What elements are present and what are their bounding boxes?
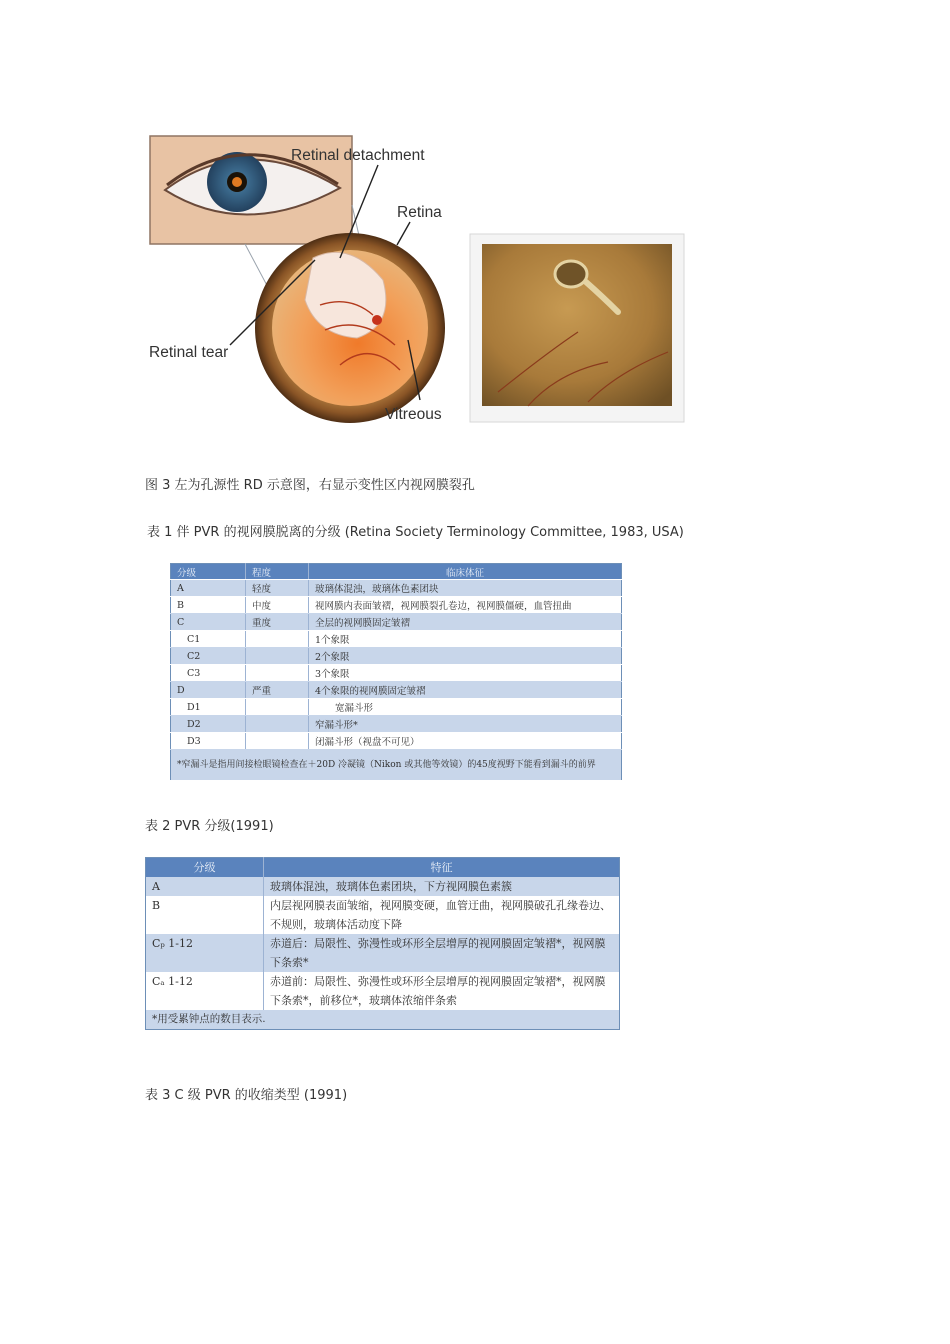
cell: 内层视网膜表面皱缩，视网膜变硬，血管迂曲，视网膜破孔孔缘卷边、不规则，玻璃体活动度下降 [264, 896, 620, 934]
cell: 3个象限 [309, 665, 622, 682]
cell: B [146, 896, 264, 934]
table-row [171, 597, 622, 614]
cell [246, 631, 309, 648]
cell: 4个象限的视网膜固定皱褶 [309, 682, 622, 699]
cell: 全层的视网膜固定皱褶 [309, 614, 622, 631]
table-note-row [171, 750, 622, 781]
fundus-photo [468, 232, 688, 424]
table-row [171, 665, 622, 682]
cell [246, 733, 309, 750]
table-row [171, 716, 622, 733]
cell: A [171, 580, 246, 597]
cell: D3 [171, 733, 246, 750]
table-2-footnote: *用受累钟点的数目表示. [146, 1010, 620, 1030]
table-1-pvr-rd-grading [170, 563, 622, 781]
table-header-row [171, 564, 622, 580]
cell: 窄漏斗形* [309, 716, 622, 733]
header-grade: 分级 [171, 564, 246, 580]
label-retina: Retina [397, 204, 442, 221]
cell: 宽漏斗形 [309, 699, 622, 716]
cell: B [171, 597, 246, 614]
cell: 严重 [246, 682, 309, 699]
cell: 轻度 [246, 580, 309, 597]
table-row [146, 934, 620, 972]
cell: 闭漏斗形（视盘不可见） [309, 733, 622, 750]
table-row [146, 896, 620, 934]
cell: A [146, 877, 264, 896]
table-row [171, 631, 622, 648]
retinal-detachment-illustration [145, 130, 475, 430]
table-row [146, 877, 620, 896]
table-row [171, 580, 622, 597]
cell: D1 [171, 699, 246, 716]
cell: C2 [171, 648, 246, 665]
table-row [171, 614, 622, 631]
cell: Cₐ 1-12 [146, 972, 264, 1010]
header-features: 特征 [264, 858, 620, 878]
table-header-row [146, 858, 620, 878]
table-note-row [146, 1010, 620, 1030]
cell: C3 [171, 665, 246, 682]
table-1-footnote: *窄漏斗是指用间接检眼镜检查在＋20D 冷凝镜（Nikon 或其他等效镜）的45度视野下能看到漏斗的前界 [171, 750, 622, 781]
cell [246, 716, 309, 733]
table-row [171, 682, 622, 699]
cell: Cₚ 1-12 [146, 934, 264, 972]
header-signs: 临床体征 [309, 564, 622, 580]
header-grade: 分级 [146, 858, 264, 878]
cell: 重度 [246, 614, 309, 631]
figure-3-caption: 图 3 左为孔源性 RD 示意图，右显示变性区内视网膜裂孔 [145, 478, 475, 493]
cell: 1个象限 [309, 631, 622, 648]
cell [246, 665, 309, 682]
cell: C [171, 614, 246, 631]
label-vitreous: Vitreous [385, 406, 442, 423]
cell: D [171, 682, 246, 699]
table-3-caption: 表 3 C 级 PVR 的收缩类型 (1991) [145, 1088, 348, 1103]
table-2-caption: 表 2 PVR 分级(1991) [145, 819, 274, 834]
cell: 赤道前：局限性、弥漫性或环形全层增厚的视网膜固定皱褶*，视网膜下条索*，前移位*，玻璃体浓缩伴条索 [264, 972, 620, 1010]
table-row [171, 699, 622, 716]
cell: C1 [171, 631, 246, 648]
label-retinal-tear: Retinal tear [149, 344, 229, 361]
cell: 视网膜内表面皱褶，视网膜裂孔卷边，视网膜僵硬，血管扭曲 [309, 597, 622, 614]
cell [246, 699, 309, 716]
cell: 赤道后：局限性、弥漫性或环形全层增厚的视网膜固定皱褶*，视网膜下条索* [264, 934, 620, 972]
cell: 玻璃体混浊，玻璃体色素团块 [309, 580, 622, 597]
table-row [171, 733, 622, 750]
table-1-caption: 表 1 伴 PVR 的视网膜脱离的分级 (Retina Society Terminology Committee, 1983, USA) [147, 525, 684, 540]
cell [246, 648, 309, 665]
cell: 玻璃体混浊，玻璃体色素团块，下方视网膜色素簇 [264, 877, 620, 896]
cell: D2 [171, 716, 246, 733]
header-degree: 程度 [246, 564, 309, 580]
label-retinal-detachment: Retinal detachment [291, 147, 425, 164]
table-row [146, 972, 620, 1010]
table-row [171, 648, 622, 665]
cell: 中度 [246, 597, 309, 614]
table-2-pvr-grading-1991 [145, 857, 620, 1030]
cell: 2个象限 [309, 648, 622, 665]
